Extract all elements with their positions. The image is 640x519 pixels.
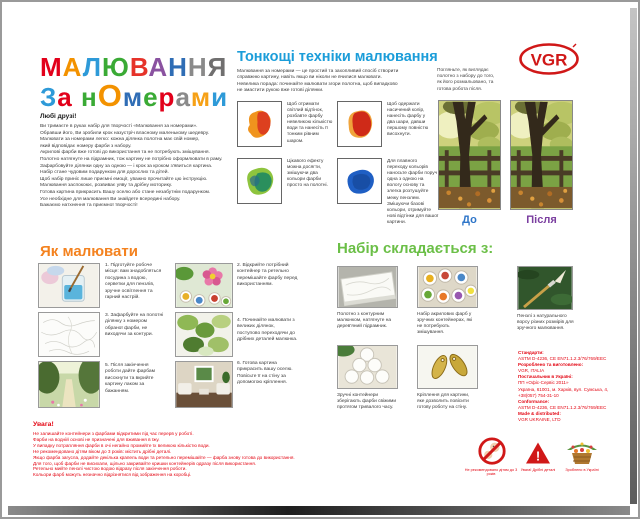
compare-note-line: як його розмальовано, та: [437, 80, 494, 86]
flower-basket-icon: [564, 438, 600, 466]
title-letter: О: [97, 78, 123, 113]
step-text: 3. Зафарбуйте на полотні ділянку з номером обраної фарби, не виходячи за контури.: [105, 313, 164, 338]
intro-line: який відповідає номеру фарби з набору.: [40, 143, 132, 149]
legal-info: [518, 350, 628, 423]
title-letter: [73, 82, 81, 112]
kit-heading: Набір складається з:: [337, 240, 494, 257]
legal-line: ASTM D-4236, CE EN71.1.2.3/76/769/EEC: [518, 404, 607, 410]
technique-caption: Цікавого ефекту можна досягти, змішуючи два кольори фарби просто на полотні.: [287, 159, 328, 189]
step-text: 4. Починайте малювати з великих ділянок, поступово переходячи до дрібних деталей малюнка.: [237, 318, 298, 343]
title-letter: В: [129, 52, 149, 82]
intro-text: [40, 124, 236, 210]
title-letter: н: [81, 82, 98, 112]
compare-note-line: готова робота після.: [437, 86, 483, 92]
intro-line: Ви тримаєте в руках набір для творчості «Малювання за номерами».: [40, 124, 198, 129]
title-letter: Ю: [102, 52, 130, 82]
intro-line: Обравши його, Ви зробили крок назустріч власному маленькому шедевру.: [40, 130, 210, 136]
techniques-intro-line: Малювання за номерами — це простий та захопливий спосіб створити: [237, 69, 399, 74]
technique-caption: Щоб одержати насичений колір, нанесіть фарбу у два шари, давши першому повністю висохнути.: [387, 102, 429, 138]
technique-caption: Щоб отримати світлий відтінок, розбавте фарбу невеликою кількістю води та нанесіть її тонким рівним шаром.: [287, 102, 333, 144]
legal-line: Стандарти:: [518, 350, 544, 355]
title-letter: Н: [187, 52, 208, 82]
legal-line: ПП «Офіс-Сервіс 2011»: [518, 380, 569, 386]
warning-line: Фарби на водній основі не призначені для вживання в їжу.: [33, 436, 160, 442]
intro-line: Акрилові фарби вже готові до використання та не потребують змішування.: [40, 150, 210, 156]
warning-triangle-icon: [525, 441, 551, 465]
intro-line: Готова картина прикрасить Вашу оселю або стане незабутнім подарунком.: [40, 189, 211, 195]
svg-text:!: !: [535, 448, 541, 464]
title-letter: М: [40, 52, 63, 82]
kit-photo-hooks: [417, 345, 478, 389]
intro-line: Бажаємо натхнення та приємної творчості!: [40, 203, 138, 209]
after-label: Після: [526, 214, 557, 226]
picture-after: [510, 100, 573, 210]
legal-line: Розроблено та виготовлено:: [518, 362, 584, 368]
step-photo-water-jar: [38, 263, 100, 308]
step-photo-numbered-canvas: [38, 312, 100, 357]
warning-line: Кольори фарб можуть незначно відрізнятися від зображення на коробці.: [33, 472, 192, 478]
paint-sample-green-frame: [237, 158, 282, 204]
badge-caption: Зроблено в Україні: [565, 468, 599, 472]
warning-heading: Увага!: [33, 421, 54, 428]
legal-line: Постачальник в Україні:: [518, 374, 573, 380]
kit-photo-canvas: [337, 266, 398, 308]
step-text: 2. Відкрийте потрібний контейнер та ретельно перемішайте фарбу перед використанням.: [237, 263, 298, 288]
kit-caption: Полотно з контурним малюнком, натягнуте на дерев'яний підрамник.: [337, 312, 392, 330]
paint-blob-blue-icon: [340, 161, 379, 201]
kit-caption: Пензлі з натурального ворсу різних розмірів для зручного малювання.: [517, 314, 574, 332]
vgr-logo: [518, 42, 580, 76]
step-text: 1. Підготуйте робоче місце: вам знадобляться посудина з водою, серветки для пензлів, зручне освітлення та гарний настрій.: [105, 263, 162, 301]
title-letter: р: [158, 82, 176, 112]
paint-sample-blue-frame: [337, 158, 382, 204]
before-label: До: [462, 214, 477, 226]
how-to-paint-heading: Як малювати: [40, 243, 138, 260]
kit-caption: Набір акрилових фарб у зручних контейнерах, які не потребують змішування.: [417, 312, 473, 336]
step-photo-half-painted: [175, 312, 233, 357]
step-text: 6. Готова картина прикрасить вашу оселю. Повісьте її на стіну за допомогою кріплення.: [237, 361, 293, 386]
intro-line: Зафарбовуйте ділянки одну за одною — і крок за кроком з'явиться картина.: [40, 163, 213, 169]
techniques-heading: Тонкощі техніки малювання: [237, 49, 438, 65]
kit-caption: Зручні контейнери зберігають фарби свіжими протягом тривалого часу.: [337, 393, 396, 411]
title-line-1: [40, 54, 228, 81]
intro-line: Малювання заспокоює, розвиває уяву та дрібну моторику.: [40, 183, 173, 189]
title-letter: м: [122, 82, 144, 112]
warning-line: Для того, щоб фарби не висихали, щільно закривайте кришки контейнерів одразу після використання.: [33, 460, 257, 466]
compare-note-line: Погляньте, як виглядає: [437, 68, 489, 73]
intro-line: Усе необхідне для малювання Ви знайдете всередині набору.: [40, 196, 181, 202]
title-letter: а: [175, 82, 191, 112]
step-photo-finished-painting: [38, 361, 100, 408]
techniques-intro-line: не змастити рукою вже готові ділянки.: [237, 88, 324, 94]
title-letter: Л: [82, 52, 103, 82]
legal-line: VGR, ITALIA: [518, 368, 545, 374]
title-letter: Я: [207, 52, 228, 82]
warning-line: Ретельно мийте пензлі чистою водою відразу після закінчення роботи.: [33, 466, 187, 472]
compare-note-line: полотно з набору до того,: [437, 74, 495, 80]
techniques-intro: [237, 69, 435, 95]
step-text: 5. Після закінчення роботи дайте фарбам висохнути та вкрийте картину лаком за бажанням.: [105, 363, 155, 394]
warning-line: Якщо фарба загусла, додайте декілька крапель води та ретельно перемішайте — фарба знову готова до використання.: [33, 454, 295, 460]
kit-photo-brush: [517, 266, 573, 310]
intro-line: Щоб набір приніс лише приємні емоції, уважно прочитайте цю інструкцію.: [40, 176, 208, 182]
paint-blob-green-icon: [240, 161, 279, 201]
legal-line: VGR UKRAINE, LTD: [518, 417, 561, 423]
step-photo-paints-flowers: [175, 263, 233, 308]
paint-blob-orange-icon: [240, 104, 279, 144]
paint-blob-red-icon: [340, 104, 379, 144]
legal-line: +38(057) 754-31-10: [518, 392, 559, 398]
warning-line: Не рекомендовано дітям віком до 3 років: містить дрібні деталі.: [33, 448, 172, 454]
title-letter: А: [62, 52, 83, 82]
vgr-logo-text: VGR: [530, 50, 568, 70]
paint-sample-orange-frame: [237, 101, 282, 147]
badge-caption: Увага! Дрібні деталі: [520, 468, 556, 472]
title-letter: и: [211, 82, 229, 112]
legal-line: Conformance:: [518, 398, 550, 404]
age-restriction-icon: [476, 437, 508, 467]
legal-line: Україна, 61001, м. Харків, вул. Сумська, 4,: [518, 386, 609, 392]
title-letter: З: [40, 82, 58, 112]
legal-line: ASTM D-4236, CE EN71.1.2.3/76/769/EEC: [518, 356, 607, 362]
kit-caption: Кріплення для картини, яке дозволить повісити готову роботу на стіну.: [417, 393, 470, 411]
legal-line: Made & distributed:: [518, 410, 561, 416]
compare-note: [437, 68, 523, 93]
title-letter: е: [143, 82, 159, 112]
kit-photo-paint-pots: [417, 266, 478, 308]
title-letter: а: [57, 82, 73, 112]
title-line-2: [40, 78, 229, 113]
page-shadow-right: [630, 8, 637, 504]
paint-sample-red-frame: [337, 101, 382, 147]
warning-line: У випадку потрапляння фарби в очі негайно промийте їх великою кількістю води.: [33, 442, 210, 448]
badge-caption: Не рекомендовано дітям до 3 років: [464, 468, 518, 477]
step-photo-interior: [175, 361, 233, 408]
product-title: [40, 54, 228, 112]
page-shadow-bottom: [8, 506, 630, 515]
title-letter: м: [190, 82, 212, 112]
picture-before: [438, 100, 501, 210]
techniques-intro-line: справжню картину, навіть якщо ви ніколи не вчилися малювати.: [237, 75, 382, 81]
intro-line: Набір стане чудовим подарунком для дорослих та дітей.: [40, 170, 169, 176]
kit-photo-containers: [337, 345, 398, 389]
intro-line: Полотно натягнуте на підрамник, тож картину не потрібно оформлювати в раму.: [40, 156, 223, 162]
title-letter: Н: [168, 52, 188, 82]
title-letter: А: [148, 52, 169, 82]
greeting: Любі друзі!: [40, 113, 77, 120]
warning-text: [33, 431, 335, 478]
warning-line: Не залишайте контейнери з фарбами відкритими під час перерв у роботі.: [33, 431, 194, 436]
technique-caption: Для плавного переходу кольорів наносьте фарби поруч одна з одною на вологу основу та злегка розтушуйте межу пензлем. Змішуючи базові кольори, отримуйте нові відтінки для вашої картини.: [387, 159, 439, 225]
techniques-intro-line: Невелика порада: починайте малювати згори полотна, щоб випадково: [237, 81, 398, 87]
intro-line: Малювати за номерами легко: кожна ділянка полотна має свій номер,: [40, 137, 200, 143]
